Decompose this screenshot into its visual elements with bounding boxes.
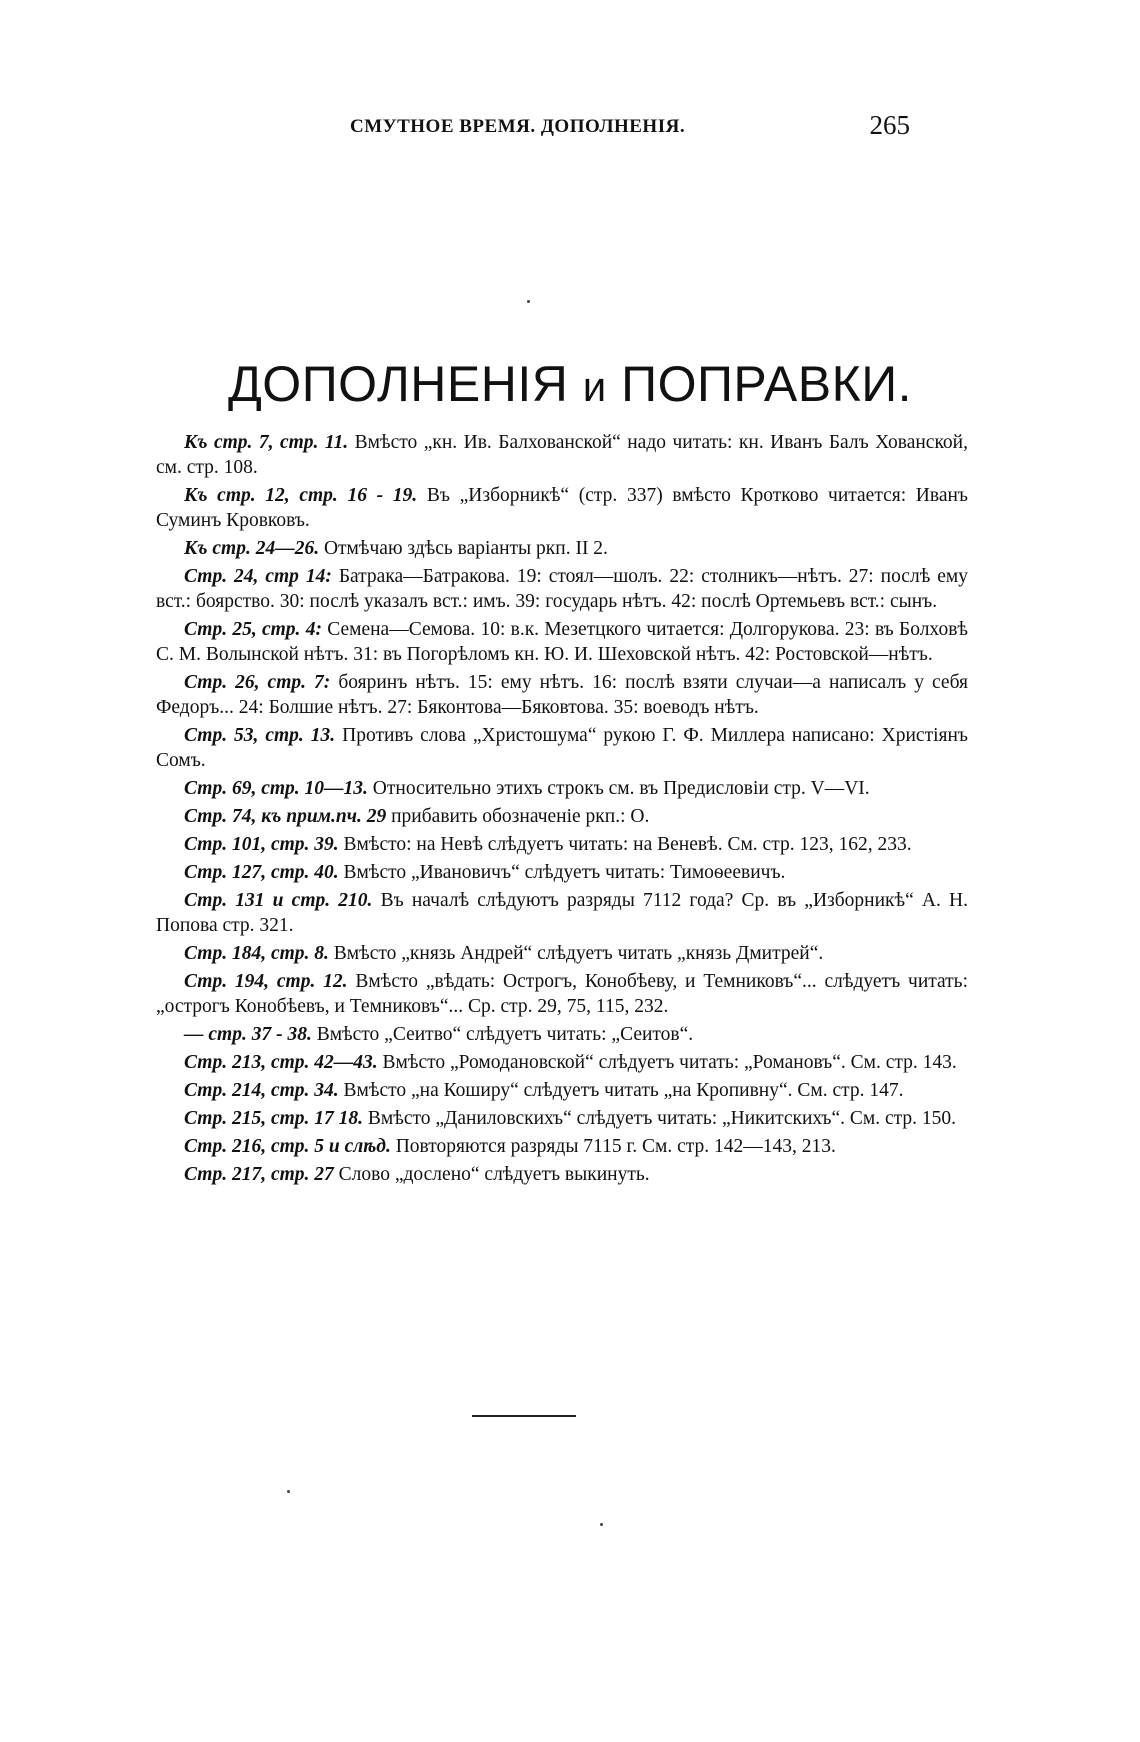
entry-text: Семена—Семова. 10: в.к. Мезетцкого читается: Долгорукова. 23: въ Болховѣ С. М. Волынской нѣтъ. 31: въ Погорѣломъ кн. Ю. И. Шеховской нѣтъ. 42: Ростовской—нѣтъ. xyxy=(156,619,968,665)
entry-text: Вмѣсто „вѣдать: Острогъ, Конобѣеву, и Темниковъ“... слѣдуетъ читать: „острогъ Конобѣевъ, и Темниковъ“... Ср. стр. 29, 75, 115, 232. xyxy=(156,971,968,1017)
entry-text: Вмѣсто „Ромодановской“ слѣдуетъ читать: „Романовъ“. См. стр. 143. xyxy=(377,1052,957,1073)
entry-text: Вмѣсто: на Невѣ слѣдуетъ читать: на Веневѣ. См. стр. 123, 162, 233. xyxy=(338,834,912,855)
entry xyxy=(156,430,968,480)
entry-text: Противъ слова „Христошума“ рукою Г. Ф. Миллера написано: Христіянъ Сомъ. xyxy=(156,725,968,771)
entry xyxy=(156,832,968,857)
entry-ref: Стр. 214, стр. 34. xyxy=(184,1080,339,1101)
entry xyxy=(156,888,968,938)
title-main: ДОПОЛНЕНІЯ xyxy=(227,356,569,412)
print-speck xyxy=(600,1523,603,1526)
entry xyxy=(156,617,968,667)
end-rule xyxy=(472,1415,576,1417)
page-number: 265 xyxy=(869,110,910,140)
page-title xyxy=(0,355,1140,413)
entry-text: Отмѣчаю здѣсь варіанты ркп. II 2. xyxy=(319,538,608,559)
entry-ref: Стр. 131 и стр. 210. xyxy=(184,890,373,911)
entry-text: прибавить обозначеніе ркп.: О. xyxy=(386,806,650,827)
entry-text: Вмѣсто „на Коширу“ слѣдуетъ читать „на Кропивну“. См. стр. 147. xyxy=(338,1080,904,1101)
entry xyxy=(156,1050,968,1075)
entry-ref: Стр. 25, стр. 4: xyxy=(184,619,322,640)
entry-ref: Стр. 216, стр. 5 и слѣд. xyxy=(184,1136,391,1157)
entry-text: Повторяются разряды 7115 г. См. стр. 142—143, 213. xyxy=(390,1136,836,1157)
entry-ref: Къ стр. 12, стр. 16 - 19. xyxy=(184,485,418,506)
entry xyxy=(156,860,968,885)
entry-ref: Стр. 194, стр. 12. xyxy=(184,971,348,992)
corrections-list xyxy=(156,430,968,1190)
entry-ref: Стр. 74, къ прим.пч. 29 xyxy=(184,806,387,827)
entry-text: Относительно этихъ строкъ см. въ Предисловіи стр. V—VI. xyxy=(367,778,870,799)
entry-ref: Стр. 127, стр. 40. xyxy=(184,862,339,883)
entry-text: Вмѣсто „Даниловскихъ“ слѣдуетъ читать: „Никитскихъ“. См. стр. 150. xyxy=(363,1108,957,1129)
print-speck xyxy=(287,1490,290,1493)
entry xyxy=(156,564,968,614)
entry-text: Батрака—Батракова. 19: стоял—шолъ. 22: столникъ—нѣтъ. 27: послѣ ему вст.: боярство. 30: послѣ указалъ вст.: имъ. 39: государь нѣтъ. 42: послѣ Ортемьевъ вст.: сынъ. xyxy=(156,566,968,612)
entry-text: Вмѣсто „Сеитво“ слѣдуетъ читать: „Сеитов“. xyxy=(311,1024,694,1045)
running-title: СМУТНОЕ ВРЕМЯ. ДОПОЛНЕНІЯ. xyxy=(350,116,686,137)
running-head xyxy=(160,110,940,144)
entry-ref: Стр. 53, стр. 13. xyxy=(184,725,336,746)
entry xyxy=(156,1022,968,1047)
entry-ref: Къ стр. 7, стр. 11. xyxy=(184,432,349,453)
entry-text: Вмѣсто „князь Андрей“ слѣдуетъ читать „князь Дмитрей“. xyxy=(328,943,824,964)
entry-ref: Къ стр. 24—26. xyxy=(184,538,320,559)
title-conj: и xyxy=(582,363,607,410)
entry-text: Въ „Изборникѣ“ (стр. 337) вмѣсто Кротково читается: Иванъ Суминъ Кровковъ. xyxy=(156,485,969,531)
entry xyxy=(156,536,968,561)
entry xyxy=(156,969,968,1019)
entry-ref: Стр. 101, стр. 39. xyxy=(184,834,339,855)
entry xyxy=(156,723,968,773)
title-rest: ПОПРАВКИ. xyxy=(621,356,913,412)
entry-ref: Стр. 26, стр. 7: xyxy=(184,672,331,693)
entry-ref: Стр. 215, стр. 17 18. xyxy=(184,1108,364,1129)
entry xyxy=(156,670,968,720)
entry xyxy=(156,804,968,829)
entry-ref: Стр. 213, стр. 42—43. xyxy=(184,1052,378,1073)
entry-text: Слово „дослено“ слѣдуетъ выкинуть. xyxy=(333,1164,650,1185)
entry-ref: Стр. 217, стр. 27 xyxy=(184,1164,334,1185)
entry xyxy=(156,1162,968,1187)
entry-ref: Стр. 69, стр. 10—13. xyxy=(184,778,368,799)
entry xyxy=(156,941,968,966)
entry xyxy=(156,1078,968,1103)
entry-ref: Стр. 184, стр. 8. xyxy=(184,943,329,964)
entry-ref: Стр. 24, стр 14: xyxy=(184,566,332,587)
entry xyxy=(156,776,968,801)
entry-text: бояринъ нѣтъ. 15: ему нѣтъ. 16: послѣ взяти случаи—а написалъ у себя Федоръ... 24: Болшие нѣтъ. 27: Бяконтова—Бяковтова. 35: воеводъ нѣтъ. xyxy=(156,672,968,718)
entry-text: Вмѣсто „Ивановичъ“ слѣдуетъ читать: Тимоѳеевичъ. xyxy=(338,862,786,883)
entry-ref: — стр. 37 - 38. xyxy=(184,1024,312,1045)
entry xyxy=(156,1106,968,1131)
entry xyxy=(156,1134,968,1159)
entry xyxy=(156,483,968,533)
print-speck xyxy=(527,300,530,303)
entry-text: Въ началѣ слѣдуютъ разряды 7112 года? Ср. въ „Изборникѣ“ А. Н. Попова стр. 321. xyxy=(156,890,968,936)
entry-text: Вмѣсто „кн. Ив. Балхованской“ надо читать: кн. Иванъ Балъ Хованской, см. стр. 108. xyxy=(156,432,968,478)
